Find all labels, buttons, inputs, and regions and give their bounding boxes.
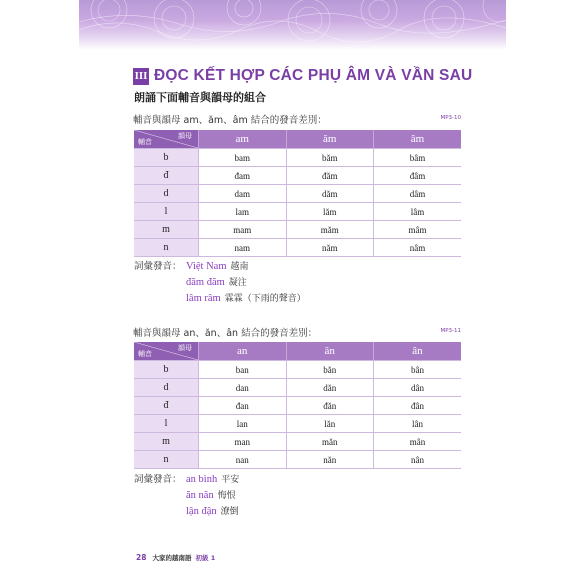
- syllable-cell: dan: [199, 379, 287, 397]
- syllable-cell: ban: [199, 361, 287, 379]
- section-number-badge: III: [133, 68, 149, 85]
- syllable-cell: lăn: [286, 415, 374, 433]
- table-corner-header: [134, 342, 199, 361]
- syllable-cell: lan: [199, 415, 287, 433]
- page-margin-left: [0, 0, 79, 585]
- vocabulary-list: [134, 472, 239, 520]
- section-subtitle: 朗誦下面輔音與韻母的組合: [134, 91, 266, 104]
- syllable-cell: lăm: [286, 203, 374, 221]
- book-title: 大家的越南語: [152, 554, 192, 562]
- onset-cell: d: [134, 379, 199, 397]
- syllable-cell: mam: [199, 221, 287, 239]
- vocabulary-word: đăm đăm: [186, 277, 225, 288]
- vocabulary-item: [134, 291, 306, 307]
- onset-cell: b: [134, 361, 199, 379]
- book-page: [79, 0, 506, 585]
- table-row: [134, 415, 461, 433]
- table-row: [134, 239, 461, 257]
- syllable-cell: năn: [286, 451, 374, 469]
- syllable-cell: dăm: [286, 185, 374, 203]
- table-row: [134, 185, 461, 203]
- syllable-cell: bam: [199, 149, 287, 167]
- table-corner-header: [134, 130, 199, 149]
- syllable-cell: băn: [286, 361, 374, 379]
- syllable-cell: đân: [374, 397, 462, 415]
- syllable-cell: đam: [199, 167, 287, 185]
- table-header-row: [134, 130, 461, 149]
- syllable-cell: đăm: [286, 167, 374, 185]
- syllable-cell: lâm: [374, 203, 462, 221]
- syllable-cell: năm: [286, 239, 374, 257]
- pronunciation-table-an: [134, 342, 461, 469]
- vocabulary-gloss: 凝注: [228, 278, 247, 288]
- page-number: 28: [136, 553, 147, 562]
- vocabulary-item: [134, 472, 239, 488]
- onset-cell: n: [134, 451, 199, 469]
- vocabulary-gloss: 悔恨: [217, 491, 236, 501]
- audio-track-label: MP3-11: [440, 328, 461, 334]
- floral-pattern-icon: [79, 0, 506, 50]
- vocabulary-gloss: 平安: [221, 475, 240, 485]
- syllable-cell: đăn: [286, 397, 374, 415]
- syllable-cell: nan: [199, 451, 287, 469]
- onset-cell: l: [134, 203, 199, 221]
- corner-label-consonant: 輔音: [138, 350, 152, 358]
- syllable-cell: dăn: [286, 379, 374, 397]
- table-row: [134, 221, 461, 239]
- vocabulary-word: lâm râm: [186, 293, 221, 304]
- syllable-cell: mâm: [374, 221, 462, 239]
- corner-label-consonant: 輔音: [138, 138, 152, 146]
- syllable-cell: măm: [286, 221, 374, 239]
- table-row: [134, 451, 461, 469]
- syllable-cell: dân: [374, 379, 462, 397]
- onset-cell: b: [134, 149, 199, 167]
- vocabulary-item: [134, 275, 306, 291]
- vocabulary-word: lận đận: [186, 506, 217, 517]
- table-row: [134, 361, 461, 379]
- onset-cell: n: [134, 239, 199, 257]
- column-header: âm: [374, 130, 462, 149]
- syllable-cell: nân: [374, 451, 462, 469]
- syllable-cell: dâm: [374, 185, 462, 203]
- column-header: ăn: [286, 342, 374, 361]
- vocabulary-item: [134, 504, 239, 520]
- onset-cell: m: [134, 433, 199, 451]
- vocabulary-gloss: 潦倒: [220, 507, 239, 517]
- table-row: [134, 433, 461, 451]
- pronunciation-table-am: [134, 130, 461, 257]
- vocabulary-word: Việt Nam: [186, 261, 227, 272]
- syllable-cell: bân: [374, 361, 462, 379]
- vocabulary-gloss: 霖霖（下雨的聲音）: [224, 294, 306, 304]
- audio-track-label: MP3-10: [440, 115, 461, 121]
- syllable-cell: nam: [199, 239, 287, 257]
- section-title: ĐỌC KẾT HỢP CÁC PHỤ ÂM VÀ VẦN SAU: [154, 67, 473, 84]
- syllable-cell: lam: [199, 203, 287, 221]
- table-row: [134, 149, 461, 167]
- column-header: an: [199, 342, 287, 361]
- table-row: [134, 167, 461, 185]
- corner-label-rhyme: 韻母: [178, 344, 192, 352]
- syllable-cell: lân: [374, 415, 462, 433]
- page-footer: [136, 553, 215, 562]
- onset-cell: d: [134, 185, 199, 203]
- book-level: 初級 1: [195, 554, 216, 562]
- vocabulary-lead: 詞彙發音：: [134, 474, 182, 485]
- table-row: [134, 379, 461, 397]
- vocabulary-list: [134, 259, 306, 307]
- vocabulary-word: ăn năn: [186, 490, 214, 501]
- corner-label-rhyme: 韻母: [178, 132, 192, 140]
- syllable-cell: đan: [199, 397, 287, 415]
- vocabulary-item: [134, 259, 306, 275]
- vocabulary-item: [134, 488, 239, 504]
- table-caption: 輔音與韻母 am、ăm、âm 結合的發音差別：: [133, 115, 327, 126]
- onset-cell: l: [134, 415, 199, 433]
- section-heading: [133, 67, 472, 85]
- syllable-cell: dam: [199, 185, 287, 203]
- syllable-cell: băm: [286, 149, 374, 167]
- page-margin-right: [506, 0, 585, 585]
- onset-cell: m: [134, 221, 199, 239]
- vocabulary-gloss: 越南: [230, 262, 249, 272]
- vocabulary-word: an bình: [186, 474, 218, 485]
- table-row: [134, 397, 461, 415]
- syllable-cell: đâm: [374, 167, 462, 185]
- table-row: [134, 203, 461, 221]
- table-header-row: [134, 342, 461, 361]
- syllable-cell: bâm: [374, 149, 462, 167]
- table-caption: 輔音與韻母 an、ăn、ân 結合的發音差別：: [133, 328, 318, 339]
- syllable-cell: nâm: [374, 239, 462, 257]
- column-header: ân: [374, 342, 462, 361]
- vocabulary-lead: 詞彙發音：: [134, 261, 182, 272]
- syllable-cell: mân: [374, 433, 462, 451]
- column-header: ăm: [286, 130, 374, 149]
- onset-cell: đ: [134, 167, 199, 185]
- syllable-cell: man: [199, 433, 287, 451]
- column-header: am: [199, 130, 287, 149]
- onset-cell: đ: [134, 397, 199, 415]
- syllable-cell: măn: [286, 433, 374, 451]
- floral-banner: [79, 0, 506, 50]
